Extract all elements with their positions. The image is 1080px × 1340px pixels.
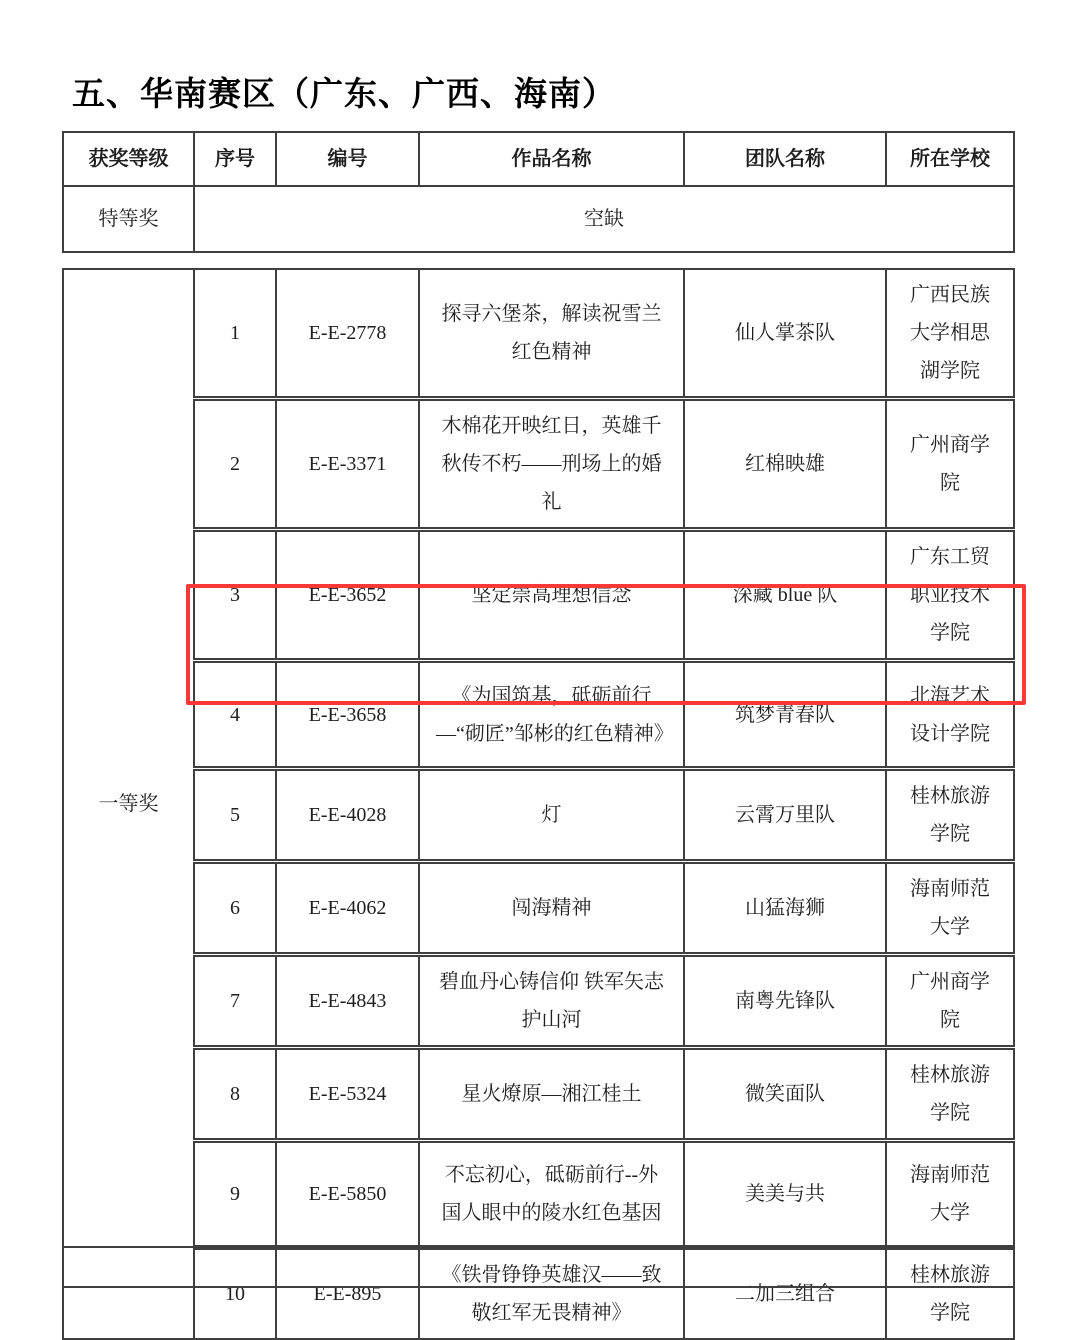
cell-no: 5 — [194, 769, 276, 862]
special-prize-row — [63, 186, 1014, 252]
header-row — [63, 132, 1014, 186]
cell-no: 1 — [194, 269, 276, 399]
cell-school: 海南师范大学 — [886, 862, 1014, 955]
special-prize-level: 特等奖 — [63, 186, 194, 252]
table-row — [63, 269, 1014, 399]
cell-school: 广东工贸职业技术学院 — [886, 530, 1014, 661]
cell-code: E-E-5850 — [276, 1141, 419, 1248]
cell-work: 星火燎原—湘江桂土 — [419, 1048, 684, 1141]
cell-team: 云霄万里队 — [684, 769, 886, 862]
table-row — [63, 399, 1014, 530]
cell-team: 微笑面队 — [684, 1048, 886, 1141]
cell-school: 桂林旅游学院 — [886, 769, 1014, 862]
cell-work: 木棉花开映红日，英雄千秋传不朽——刑场上的婚礼 — [419, 399, 684, 530]
header-team-name: 团队名称 — [684, 132, 886, 186]
table-row — [63, 1048, 1014, 1141]
cell-team: 山猛海狮 — [684, 862, 886, 955]
cell-work: 碧血丹心铸信仰 铁军矢志护山河 — [419, 955, 684, 1048]
cell-work: 灯 — [419, 769, 684, 862]
cell-work: 《为国筑基，砥砺前行—“砌匠”邹彬的红色精神》 — [419, 661, 684, 769]
cell-work: 不忘初心，砥砺前行--外国人眼中的陵水红色基因 — [419, 1141, 684, 1248]
table-row — [63, 1141, 1014, 1248]
table-row — [63, 769, 1014, 862]
cell-team: 筑梦青春队 — [684, 661, 886, 769]
header-code: 编号 — [276, 132, 419, 186]
cell-school: 海南师范大学 — [886, 1141, 1014, 1248]
cell-no: 2 — [194, 399, 276, 530]
cell-school: 广州商学院 — [886, 399, 1014, 530]
next-section-table-clipped — [62, 1246, 1015, 1288]
cell-team: 红棉映雄 — [684, 399, 886, 530]
cell-school: 桂林旅游学院 — [886, 1048, 1014, 1141]
cell-no: 10 — [194, 1248, 276, 1340]
cell-code: E-E-2778 — [276, 269, 419, 399]
first-prize-level: 一等奖 — [63, 269, 194, 1339]
cell-code: E-E-3371 — [276, 399, 419, 530]
cell-code: E-E-895 — [276, 1248, 419, 1340]
cell-code: E-E-3652 — [276, 530, 419, 661]
cell-no: 7 — [194, 955, 276, 1048]
cell-no: 4 — [194, 661, 276, 769]
cell-code: E-E-3658 — [276, 661, 419, 769]
cell-team: 南粤先锋队 — [684, 955, 886, 1048]
cell-work: 探寻六堡茶，解读祝雪兰红色精神 — [419, 269, 684, 399]
cell-team: 仙人掌茶队 — [684, 269, 886, 399]
award-header-table — [62, 131, 1015, 253]
table-row — [63, 530, 1014, 661]
table-row — [63, 955, 1014, 1048]
table-row — [63, 862, 1014, 955]
cell-no: 3 — [194, 530, 276, 661]
cell-code: E-E-4843 — [276, 955, 419, 1048]
section-title: 五、华南赛区（广东、广西、海南） — [72, 75, 616, 112]
header-award-level: 获奖等级 — [63, 132, 194, 186]
first-prize-table — [62, 268, 1015, 1340]
cell-team: 二加三组合 — [684, 1248, 886, 1340]
cell-no: 6 — [194, 862, 276, 955]
cell-team: 美美与共 — [684, 1141, 886, 1248]
cell-team: 深藏 blue 队 — [684, 530, 886, 661]
cell-work: 坚定崇高理想信念 — [419, 530, 684, 661]
cell-code: E-E-4028 — [276, 769, 419, 862]
header-serial-no: 序号 — [194, 132, 276, 186]
cell-school: 北海艺术设计学院 — [886, 661, 1014, 769]
cell-no: 8 — [194, 1048, 276, 1141]
cell-school: 桂林旅游学院 — [886, 1248, 1014, 1340]
table-row — [63, 1247, 1014, 1287]
cell-school: 广州商学院 — [886, 955, 1014, 1048]
header-school: 所在学校 — [886, 132, 1014, 186]
special-prize-status: 空缺 — [194, 186, 1014, 252]
cell-work: 《铁骨铮铮英雄汉——致敬红军无畏精神》 — [419, 1248, 684, 1340]
cell-no: 9 — [194, 1141, 276, 1248]
cell-code: E-E-4062 — [276, 862, 419, 955]
cell-code: E-E-5324 — [276, 1048, 419, 1141]
cell-work: 闯海精神 — [419, 862, 684, 955]
header-work-name: 作品名称 — [419, 132, 684, 186]
cell-school: 广西民族大学相思湖学院 — [886, 269, 1014, 399]
table-row-highlighted — [63, 661, 1014, 769]
